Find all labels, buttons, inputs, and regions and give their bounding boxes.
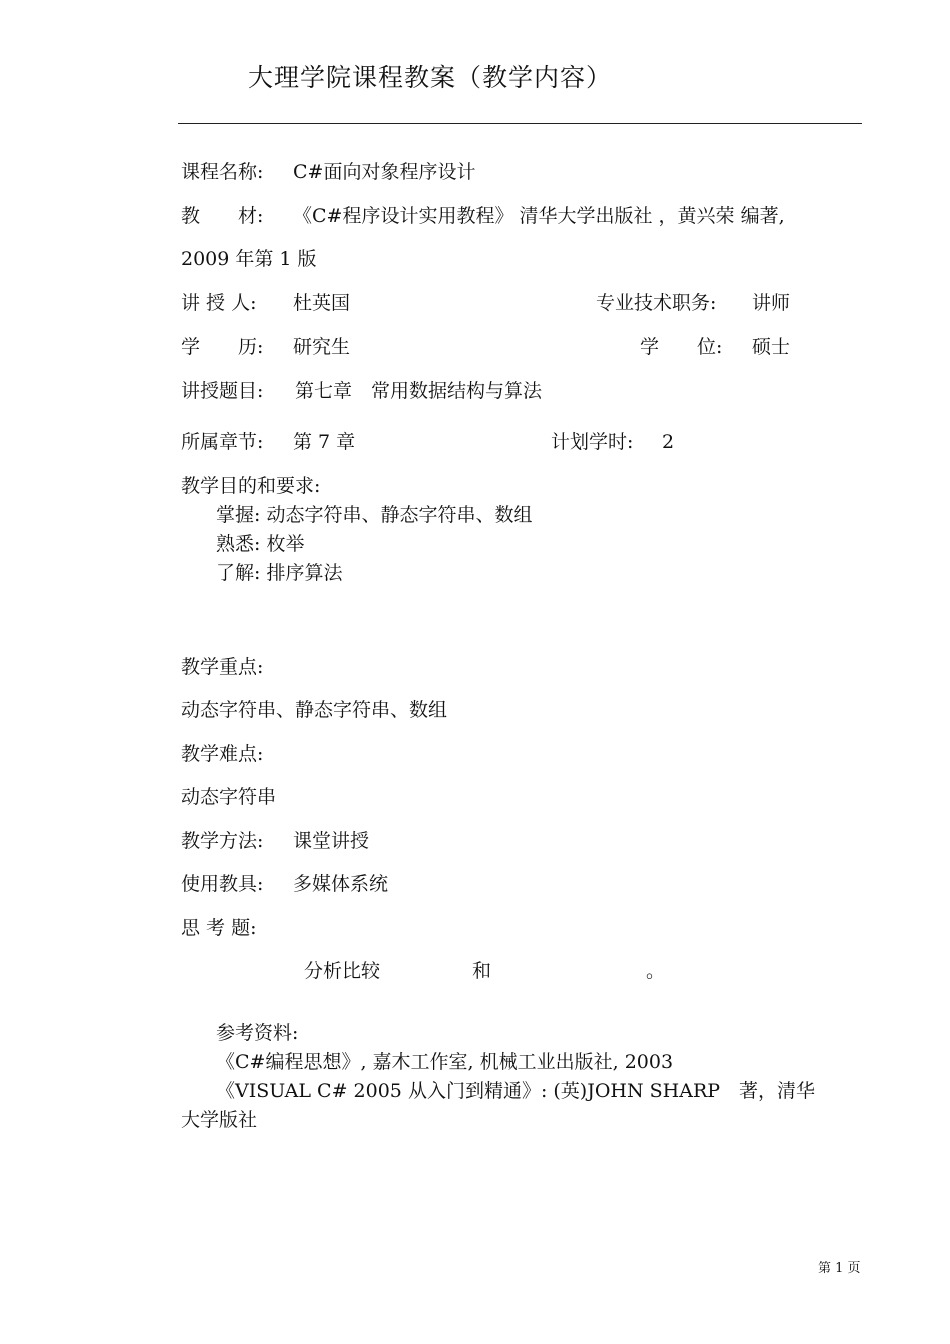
textbook-value: 《C#程序设计实用教程》 清华大学出版社 ，黄兴荣 编著, [293,205,785,227]
tools-label: 使用教具: [181,873,264,895]
key-points-value: 动态字符串、静态字符串、数组 [181,699,448,721]
header-divider [178,123,862,124]
chapter-label: 所属章节: [181,431,264,453]
hours-value: 2 [662,431,675,453]
key-points-heading: 教学重点: [181,656,264,678]
degree-value: 硕士 [752,336,791,358]
lecturer-value: 杜英国 [293,292,351,314]
page-number: 第 1 页 [818,1261,861,1276]
question-part-end: 。 [646,960,666,982]
course-name-label: 课程名称: [181,161,264,183]
objective-master: 掌握: 动态字符串、静态字符串、数组 [216,504,533,526]
reference-item-1: 《C#编程思想》, 嘉木工作室, 机械工业出版社, 2003 [216,1051,674,1073]
textbook-label: 教 材: [181,205,264,227]
reference-item-2: 《VISUAL C# 2005 从入门到精通》: (英)JOHN SHARP 著，清华 [216,1080,816,1102]
method-value: 课堂讲授 [293,830,370,852]
reference-item-2-continued: 大学版社 [181,1109,258,1131]
method-label: 教学方法: [181,830,264,852]
questions-heading: 思 考 题: [181,917,257,939]
professional-title-value: 讲师 [752,292,791,314]
professional-title-label: 专业技术职务: [596,292,717,314]
textbook-edition: 2009 年第 1 版 [181,248,317,270]
lecturer-label: 讲 授 人: [181,292,257,314]
topic-label: 讲授题目: [181,380,264,402]
objective-understand: 了解: 排序算法 [216,562,343,584]
chapter-value: 第 7 章 [293,431,356,453]
hours-label: 计划学时: [551,431,634,453]
difficulties-value: 动态字符串 [181,786,277,808]
question-part-compare: 分析比较 [304,960,381,982]
page-title: 大理学院课程教案（教学内容） [247,63,612,92]
tools-value: 多媒体系统 [293,873,389,895]
course-name-value: C#面向对象程序设计 [293,161,476,183]
difficulties-heading: 教学难点: [181,743,264,765]
education-value: 研究生 [293,336,351,358]
topic-value: 第七章 常用数据结构与算法 [295,380,543,402]
education-label: 学 历: [181,336,264,358]
objectives-heading: 教学目的和要求: [181,475,321,497]
objective-familiar: 熟悉: 枚举 [216,533,305,555]
degree-label: 学 位: [640,336,723,358]
question-part-and: 和 [472,960,492,982]
references-heading: 参考资料: [216,1022,299,1044]
